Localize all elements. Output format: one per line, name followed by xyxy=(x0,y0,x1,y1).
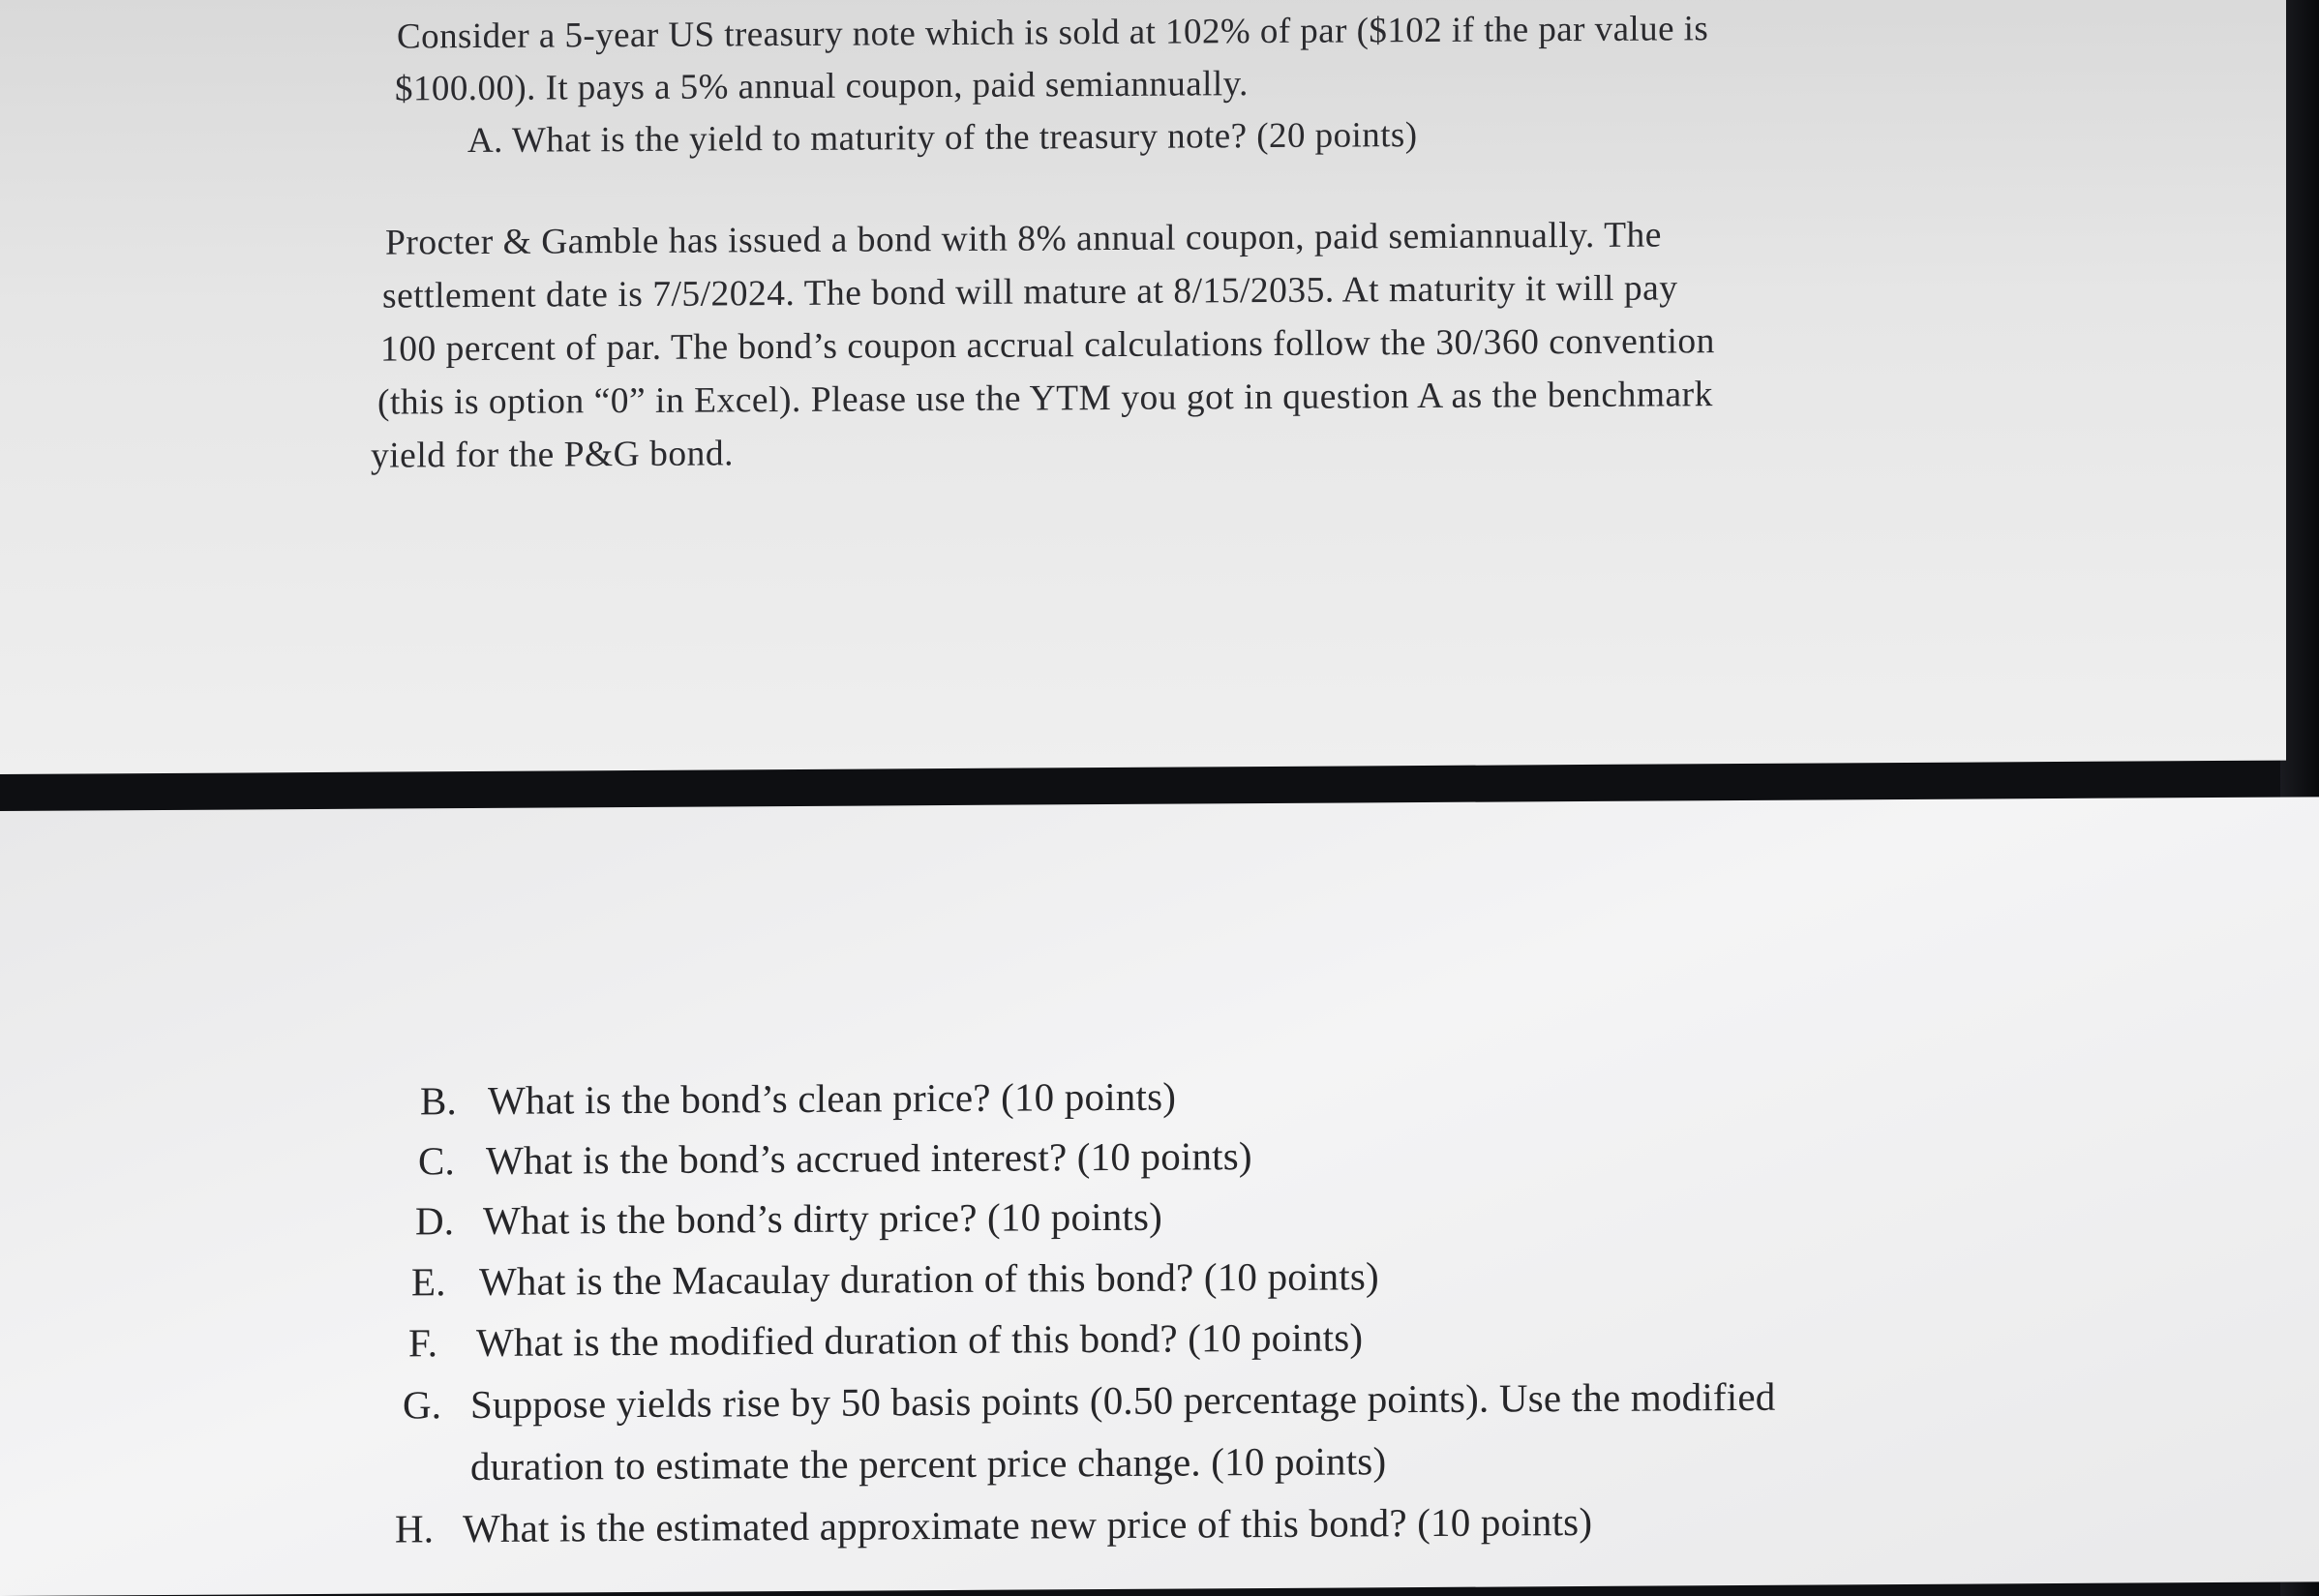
question-letter: D. xyxy=(415,1198,455,1244)
bond-line-2: settlement date is 7/5/2024. The bond will mature at 8/15/2035. At maturity it will pay xyxy=(382,268,1678,316)
question-letter: B. xyxy=(420,1078,457,1124)
question-e xyxy=(411,1252,1379,1305)
question-letter: E. xyxy=(411,1259,446,1305)
question-text: What is the bond’s clean price? (10 points) xyxy=(488,1073,1177,1123)
question-text: What is the Macaulay duration of this bond? (10 points) xyxy=(479,1253,1379,1304)
bond-line-3: 100 percent of par. The bond’s coupon accrual calculations follow the 30/360 convention xyxy=(380,321,1715,370)
bond-line-1: Procter & Gamble has issued a bond with 8% annual coupon, paid semiannually. The xyxy=(385,215,1662,263)
bond-line-4: (this is option “0” in Excel). Please use the YTM you got in question A as the benchmark xyxy=(377,375,1713,423)
question-text: What is the bond’s accrued interest? (10 points) xyxy=(486,1133,1252,1183)
question-c xyxy=(418,1132,1252,1184)
question-g xyxy=(403,1373,1775,1429)
question-letter: G. xyxy=(403,1382,442,1428)
question-text: Suppose yields rise by 50 basis points (0.50 percentage points). Use the modified xyxy=(470,1373,1776,1428)
question-letter: F. xyxy=(408,1320,438,1366)
document-page-bottom xyxy=(0,797,2319,1596)
bond-line-5: yield for the P&G bond. xyxy=(371,434,735,476)
question-h xyxy=(395,1498,1592,1552)
question-text: What is the modified duration of this bond? (10 points) xyxy=(476,1314,1364,1365)
question-letter: H. xyxy=(395,1506,435,1551)
problem-line-2: $100.00). It pays a 5% annual coupon, paid semiannually. xyxy=(395,64,1249,109)
document-page-top xyxy=(0,0,2286,774)
question-a: A. What is the yield to maturity of the treasury note? (20 points) xyxy=(467,115,1418,162)
question-text: What is the estimated approximate new price of this bond? (10 points) xyxy=(463,1498,1593,1551)
question-f xyxy=(408,1313,1363,1366)
question-text: duration to estimate the percent price change. (10 points) xyxy=(470,1438,1387,1490)
question-b xyxy=(420,1073,1176,1125)
question-text: What is the bond’s dirty price? (10 points) xyxy=(483,1193,1163,1243)
question-d xyxy=(415,1193,1162,1245)
problem-line-1: Consider a 5-year US treasury note which is sold at 102% of par ($102 if the par value is xyxy=(397,9,1709,57)
question-letter: C. xyxy=(418,1138,455,1184)
question-g-continued xyxy=(403,1437,1386,1490)
